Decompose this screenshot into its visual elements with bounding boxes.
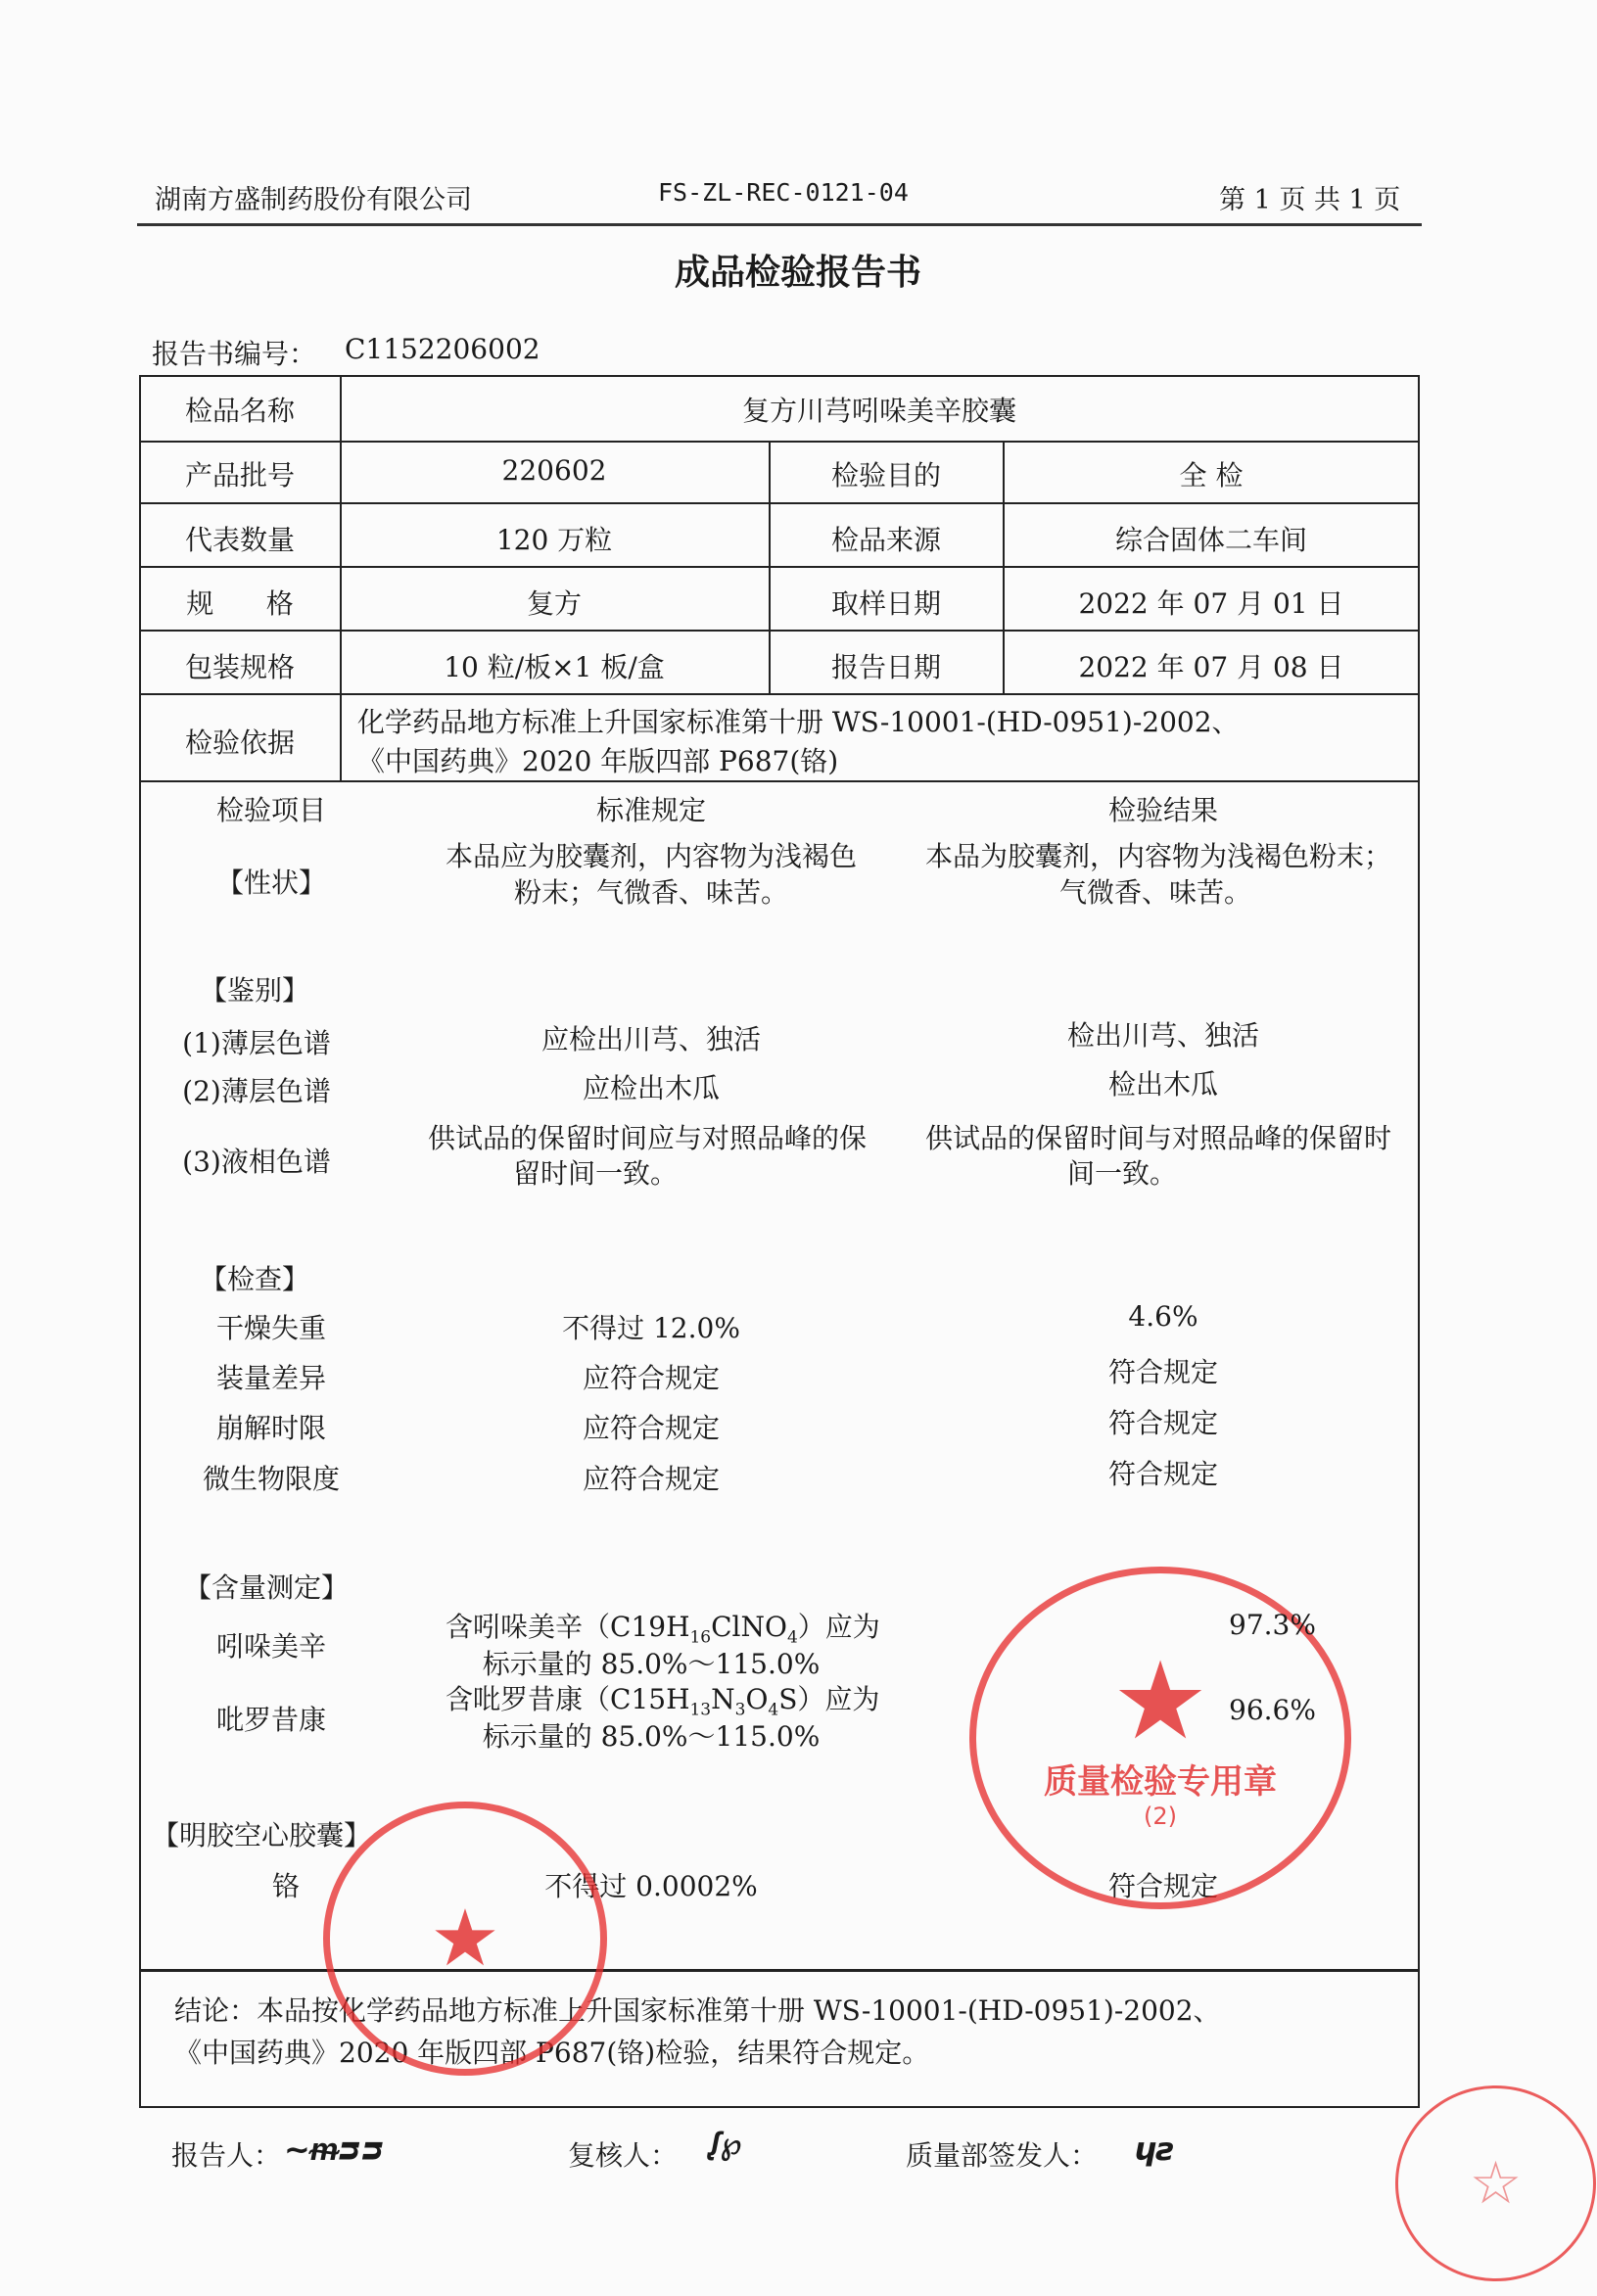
reporter-label: 报告人： bbox=[171, 2139, 282, 2172]
test-standard: 应符合规定 bbox=[582, 1463, 721, 1495]
quantity-label: 代表数量 bbox=[184, 524, 296, 556]
report-date: 2022 年 07 月 08 日 bbox=[1078, 651, 1344, 683]
package-label: 包装规格 bbox=[184, 651, 296, 683]
test-standard: 标示量的 85.0%～115.0% bbox=[482, 1720, 821, 1753]
source: 综合固体二车间 bbox=[1114, 524, 1308, 556]
test-result: 间一致。 bbox=[1067, 1157, 1178, 1190]
test-standard: 应符合规定 bbox=[582, 1362, 721, 1394]
page-number: 第 1 页 共 1 页 bbox=[1219, 185, 1401, 215]
test-result: 检出木瓜 bbox=[1107, 1068, 1219, 1101]
test-standard: 含吲哚美辛$(C19H_{16}ClNO_4)$应为 bbox=[446, 1611, 880, 1648]
section-appearance: 【性状】 bbox=[215, 867, 327, 899]
report-date-label: 报告日期 bbox=[830, 651, 942, 683]
appearance-standard: 粉末；气微香、味苦。 bbox=[513, 876, 789, 909]
test-name: 吲哚美辛 bbox=[215, 1630, 327, 1663]
test-result: 符合规定 bbox=[1107, 1870, 1219, 1902]
purpose-label: 检验目的 bbox=[830, 459, 942, 492]
conclusion-line-1: 结论：本品按化学药品地方标准上升国家标准第十册 WS-10001-(HD-0951)-2002、 bbox=[174, 1994, 1221, 2027]
approver-signature: ɥƨ bbox=[1134, 2131, 1175, 2168]
doc-code: FS-ZL-REC-0121-04 bbox=[658, 178, 909, 207]
report-no: C1152206002 bbox=[345, 333, 540, 365]
test-name: (2)薄层色谱 bbox=[182, 1075, 331, 1107]
test-name: 装量差异 bbox=[215, 1362, 327, 1394]
section-capsule: 【明胶空心胶囊】 bbox=[152, 1819, 372, 1851]
spec: 复方 bbox=[526, 587, 583, 620]
basis-line-1: 化学药品地方标准上升国家标准第十册 WS-10001-(HD-0951)-2002、 bbox=[357, 706, 1240, 738]
section-identification: 【鉴别】 bbox=[199, 974, 310, 1007]
quantity: 120 万粒 bbox=[495, 524, 613, 556]
test-standard: 供试品的保留时间应与对照品峰的保 bbox=[428, 1122, 868, 1154]
test-name: 崩解时限 bbox=[215, 1412, 327, 1444]
sample-date: 2022 年 07 月 01 日 bbox=[1078, 587, 1344, 620]
column-result: 检验结果 bbox=[1107, 794, 1219, 826]
approver-label: 质量部签发人： bbox=[906, 2139, 1099, 2172]
section-assay: 【含量测定】 bbox=[183, 1571, 350, 1604]
test-name: (1)薄层色谱 bbox=[182, 1027, 331, 1059]
supplier-stamp: ★ bbox=[323, 1802, 607, 2076]
qc-stamp: ★ 质量检验专用章 (2) bbox=[969, 1567, 1351, 1909]
reviewer-label: 复核人： bbox=[568, 2139, 679, 2172]
test-standard: 留时间一致。 bbox=[513, 1157, 679, 1190]
test-result: 4.6% bbox=[1128, 1300, 1198, 1333]
section-tests: 【检查】 bbox=[199, 1263, 310, 1295]
test-result: 符合规定 bbox=[1107, 1458, 1219, 1490]
test-result: 97.3% bbox=[1229, 1609, 1316, 1641]
basis-line-2: 《中国药典》2020 年版四部 P687(铬) bbox=[357, 745, 839, 777]
test-result: 96.6% bbox=[1229, 1694, 1316, 1726]
reviewer-signature: ᶘ℘ bbox=[710, 2125, 742, 2162]
batch: 220602 bbox=[501, 454, 607, 487]
test-standard: 标示量的 85.0%～115.0% bbox=[482, 1648, 821, 1680]
test-name: 吡罗昔康 bbox=[215, 1704, 327, 1736]
page-title: 成品检验报告书 bbox=[674, 252, 922, 293]
product-name: 复方川芎吲哚美辛胶囊 bbox=[741, 395, 1017, 427]
basis-label: 检验依据 bbox=[184, 726, 296, 759]
source-label: 检品来源 bbox=[830, 524, 942, 556]
test-name: 铬 bbox=[271, 1870, 301, 1902]
test-name: 微生物限度 bbox=[202, 1463, 341, 1495]
test-standard: 不得过 0.0002% bbox=[544, 1870, 758, 1902]
company-name: 湖南方盛制药股份有限公司 bbox=[155, 185, 472, 215]
test-standard: 不得过 12.0% bbox=[562, 1312, 740, 1344]
test-result: 符合规定 bbox=[1107, 1407, 1219, 1439]
test-standard: 含吡罗昔康$(C15H_{13}N_3O_4S)$应为 bbox=[446, 1683, 880, 1720]
batch-label: 产品批号 bbox=[184, 459, 296, 492]
reporter-signature: ~ᵯᴝᴝ bbox=[284, 2131, 385, 2168]
test-name: (3)液相色谱 bbox=[182, 1146, 331, 1178]
conclusion-line-2: 《中国药典》2020 年版四部 P687(铬)检验，结果符合规定。 bbox=[174, 2037, 930, 2069]
purpose: 全 检 bbox=[1179, 459, 1244, 492]
test-standard: 应检出木瓜 bbox=[582, 1072, 721, 1104]
product-name-label: 检品名称 bbox=[184, 395, 296, 427]
column-item: 检验项目 bbox=[215, 794, 327, 826]
appearance-result: 气微香、味苦。 bbox=[1059, 876, 1252, 909]
test-result: 符合规定 bbox=[1107, 1356, 1219, 1388]
spec-label: 规 格 bbox=[186, 587, 294, 620]
sample-date-label: 取样日期 bbox=[830, 587, 942, 620]
appearance-result: 本品为胶囊剂，内容物为浅褐色粉末； bbox=[925, 840, 1392, 872]
small-stamp: ☆ bbox=[1395, 2085, 1596, 2281]
test-result: 供试品的保留时间与对照品峰的保留时 bbox=[925, 1122, 1392, 1154]
test-name: 干燥失重 bbox=[215, 1312, 327, 1344]
column-standard: 标准规定 bbox=[595, 794, 707, 826]
appearance-standard: 本品应为胶囊剂，内容物为浅褐色 bbox=[445, 840, 858, 872]
test-result: 检出川芎、独活 bbox=[1066, 1019, 1260, 1052]
report-no-label: 报告书编号： bbox=[152, 338, 317, 370]
test-standard: 应检出川芎、独活 bbox=[540, 1023, 762, 1055]
header-divider bbox=[137, 223, 1422, 226]
package: 10 粒/板×1 板/盒 bbox=[444, 651, 665, 683]
test-standard: 应符合规定 bbox=[582, 1412, 721, 1444]
